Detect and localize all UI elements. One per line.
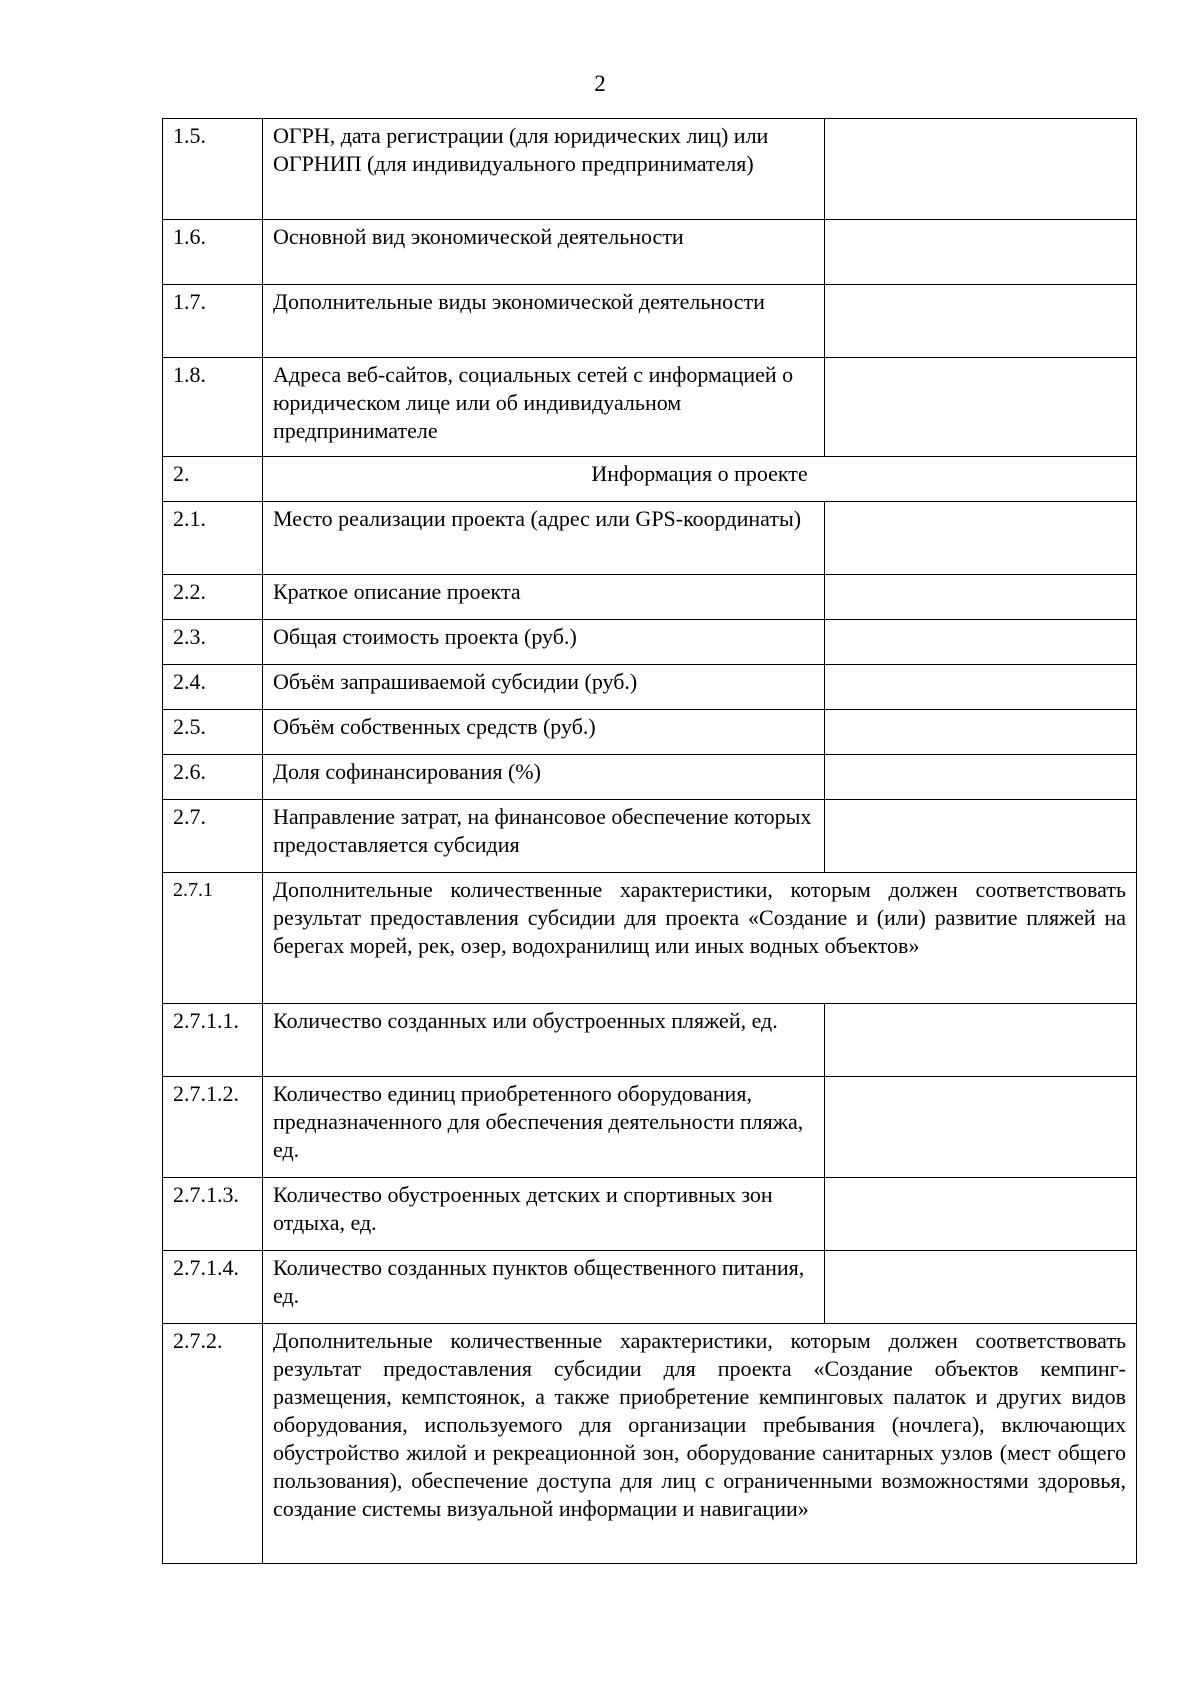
row-value-cell[interactable] <box>825 1178 1137 1251</box>
row-label: Количество единиц приобретенного оборудования, предназначенного для обеспечения деятельности пляжа, ед. <box>263 1077 825 1178</box>
row-label: Количество созданных или обустроенных пляжей, ед. <box>263 1004 825 1077</box>
row-value-cell[interactable] <box>825 710 1137 755</box>
section-row <box>163 457 1137 502</box>
row-number: 2.3. <box>163 620 263 665</box>
table-row <box>163 755 1137 800</box>
table-row <box>163 358 1137 457</box>
row-value-cell[interactable] <box>825 1077 1137 1178</box>
row-value-cell[interactable] <box>825 620 1137 665</box>
table-row <box>163 575 1137 620</box>
row-number: 2.7.1.2. <box>163 1077 263 1178</box>
row-number: 2.4. <box>163 665 263 710</box>
row-number: 2.7.1 <box>163 873 263 1004</box>
row-number: 2.7.2. <box>163 1324 263 1564</box>
row-number: 2.6. <box>163 755 263 800</box>
table-row <box>163 620 1137 665</box>
row-number: 2.7.1.1. <box>163 1004 263 1077</box>
row-label: ОГРН, дата регистрации (для юридических лиц) или ОГРНИП (для индивидуального предпринимателя) <box>263 119 825 220</box>
row-label: Краткое описание проекта <box>263 575 825 620</box>
section-title: Информация о проекте <box>263 457 1137 502</box>
row-number: 2.7. <box>163 800 263 873</box>
subsection-row <box>163 873 1137 1004</box>
table-row <box>163 1077 1137 1178</box>
row-value-cell[interactable] <box>825 119 1137 220</box>
row-number: 2.5. <box>163 710 263 755</box>
table-row <box>163 119 1137 220</box>
row-value-cell[interactable] <box>825 220 1137 285</box>
subsection-description: Дополнительные количественные характеристики, которым должен соответствовать результат предоставления субсидии для проекта «Создание и (или) развитие пляжей на берегах морей, рек, озер, водохранилищ или иных водных объектов» <box>263 873 1137 1004</box>
row-label: Место реализации проекта (адрес или GPS-координаты) <box>263 502 825 575</box>
row-number: 1.8. <box>163 358 263 457</box>
row-value-cell[interactable] <box>825 502 1137 575</box>
row-value-cell[interactable] <box>825 575 1137 620</box>
row-number: 1.6. <box>163 220 263 285</box>
row-number: 2.7.1.3. <box>163 1178 263 1251</box>
row-label: Адреса веб-сайтов, социальных сетей с информацией о юридическом лице или об индивидуальном предпринимателе <box>263 358 825 457</box>
page-number: 2 <box>594 71 606 96</box>
row-value-cell[interactable] <box>825 800 1137 873</box>
section-number: 2. <box>163 457 263 502</box>
table-row <box>163 285 1137 358</box>
table-row <box>163 665 1137 710</box>
row-label: Объём запрашиваемой субсидии (руб.) <box>263 665 825 710</box>
row-value-cell[interactable] <box>825 665 1137 710</box>
subsection-row <box>163 1324 1137 1564</box>
row-value-cell[interactable] <box>825 285 1137 358</box>
application-form-table <box>162 118 1137 1564</box>
row-number: 2.7.1.4. <box>163 1251 263 1324</box>
row-value-cell[interactable] <box>825 1251 1137 1324</box>
subsection-description: Дополнительные количественные характеристики, которым должен соответствовать результат предоставления субсидии для проекта «Создание объектов кемпинг-размещения, кемпстоянок, а также приобретение кемпинговых палаток и других видов оборудования, используемого для организации пребывания (ночлега), включающих обустройство жилой и рекреационной зон, оборудование санитарных узлов (мест общего пользования), обеспечение доступа для лиц с ограниченными возможностями здоровья, создание системы визуальной информации и навигации» <box>263 1324 1137 1564</box>
table-row <box>163 1178 1137 1251</box>
table-row <box>163 220 1137 285</box>
row-label: Доля софинансирования (%) <box>263 755 825 800</box>
table-row <box>163 502 1137 575</box>
table-row <box>163 800 1137 873</box>
row-label: Объём собственных средств (руб.) <box>263 710 825 755</box>
row-number: 1.5. <box>163 119 263 220</box>
table-row <box>163 710 1137 755</box>
row-label: Направление затрат, на финансовое обеспечение которых предоставляется субсидия <box>263 800 825 873</box>
table-row <box>163 1251 1137 1324</box>
row-label: Основной вид экономической деятельности <box>263 220 825 285</box>
row-label: Общая стоимость проекта (руб.) <box>263 620 825 665</box>
row-number: 2.1. <box>163 502 263 575</box>
row-label: Дополнительные виды экономической деятельности <box>263 285 825 358</box>
row-label: Количество созданных пунктов общественного питания, ед. <box>263 1251 825 1324</box>
row-value-cell[interactable] <box>825 358 1137 457</box>
row-number: 1.7. <box>163 285 263 358</box>
row-value-cell[interactable] <box>825 1004 1137 1077</box>
row-label: Количество обустроенных детских и спортивных зон отдыха, ед. <box>263 1178 825 1251</box>
row-value-cell[interactable] <box>825 755 1137 800</box>
row-number: 2.2. <box>163 575 263 620</box>
table-row <box>163 1004 1137 1077</box>
